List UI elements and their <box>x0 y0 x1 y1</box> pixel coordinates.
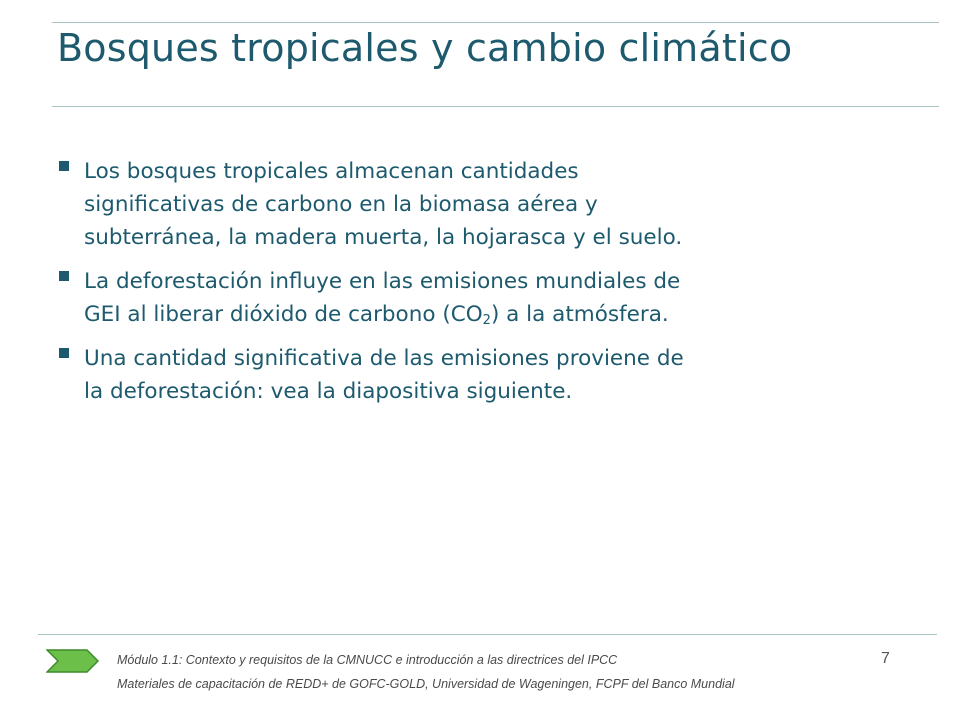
subscript-2: 2 <box>482 313 491 328</box>
bullet-line: La deforestación influye en las emisiones mundiales de <box>84 269 681 294</box>
square-bullet-icon <box>59 271 69 281</box>
bullet-text: ) a la atmósfera. <box>490 302 669 327</box>
bullet-line: Una cantidad significativa de las emisiones proviene de <box>84 346 684 371</box>
bullet-line: la deforestación: vea la diapositiva siguiente. <box>84 379 573 404</box>
bullet-text: GEI al liberar dióxido de carbono (CO <box>84 302 483 327</box>
bullet-line: subterránea, la madera muerta, la hojarasca y el suelo. <box>84 225 683 250</box>
bullet-line: significativas de carbono en la biomasa aérea y <box>84 192 598 217</box>
square-bullet-icon <box>59 161 69 171</box>
bullet-line-co2 <box>84 298 858 331</box>
bullet-line: Los bosques tropicales almacenan cantidades <box>84 159 579 184</box>
slide-title: Bosques tropicales y cambio climático <box>57 26 793 70</box>
footer-credits-text: Materiales de capacitación de REDD+ de GOFC-GOLD, Universidad de Wageningen, FCPF del Banco Mundial <box>117 677 735 691</box>
bullet-item-3 <box>58 342 858 408</box>
bullet-item-2 <box>58 265 858 331</box>
footer-divider <box>38 634 937 635</box>
chevron-arrow-icon <box>46 649 100 673</box>
footer-module-text: Módulo 1.1: Contexto y requisitos de la CMNUCC e introducción a las directrices del IPCC <box>117 653 618 667</box>
square-bullet-icon <box>59 348 69 358</box>
bullet-item-1 <box>58 155 858 254</box>
title-divider <box>52 106 939 107</box>
top-divider <box>52 22 939 23</box>
page-number: 7 <box>881 650 890 667</box>
bullet-list <box>58 155 858 419</box>
